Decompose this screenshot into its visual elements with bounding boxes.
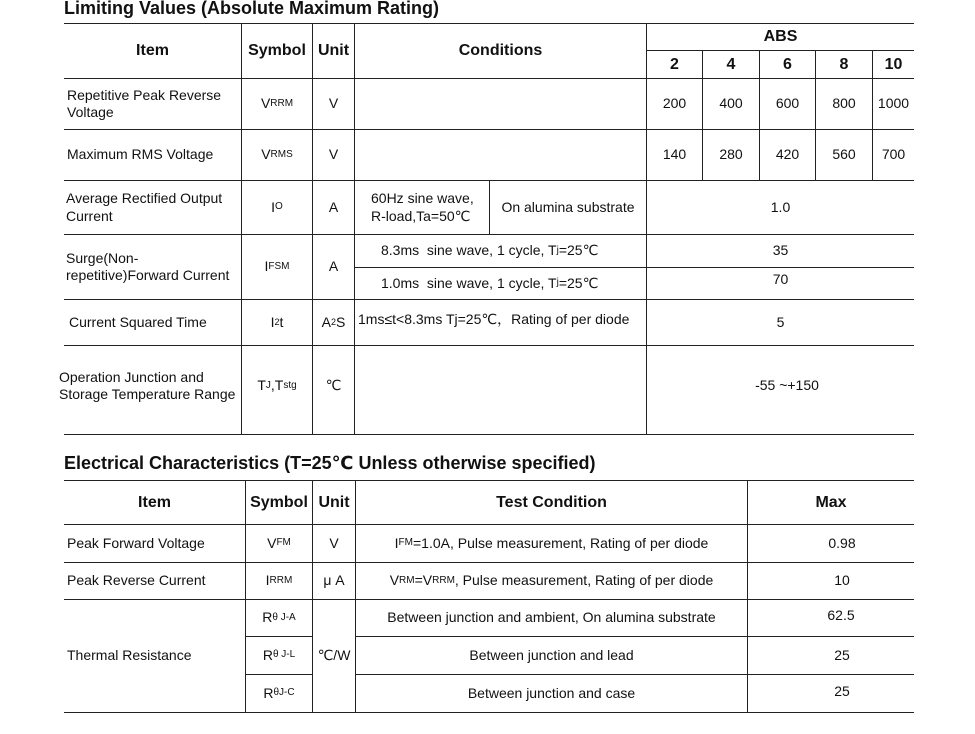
condition-io-a: 60Hz sine wave, R-load,Ta=50℃ bbox=[371, 190, 474, 224]
condition-rtheta-ja: Between junction and ambient, On alumina substrate bbox=[387, 609, 716, 626]
symbol-vrrm: V RRM bbox=[260, 95, 294, 112]
max-irrm: 10 bbox=[834, 572, 850, 589]
symbol-rtheta-jl: R θ J-L bbox=[262, 646, 296, 663]
symbol-ifsm: I FSM bbox=[264, 258, 290, 275]
header2-item: Item bbox=[138, 493, 171, 511]
header-conditions: Conditions bbox=[458, 41, 543, 59]
max-rtheta-jl: 25 bbox=[834, 646, 850, 663]
section2-title: Electrical Characteristics (T=25℃ Unless otherwise specified) bbox=[64, 453, 596, 473]
value-cell: 600 bbox=[775, 95, 800, 112]
unit-irrm: μ A bbox=[323, 572, 345, 589]
row-item-i2t: Current Squared Time bbox=[69, 313, 207, 330]
symbol-irrm: I RRM bbox=[265, 572, 293, 589]
value-cell: 700 bbox=[881, 146, 906, 163]
unit-vrrm: V bbox=[328, 95, 339, 112]
row-item-vrrm: Repetitive Peak Reverse Voltage bbox=[67, 86, 222, 120]
unit-ifsm: A bbox=[328, 258, 339, 275]
value-cell: 140 bbox=[662, 146, 687, 163]
unit-thermal: ℃/W bbox=[317, 647, 351, 664]
condition-ifsm-1: 8.3ms sine wave, 1 cycle, T j =25℃ bbox=[381, 242, 599, 259]
condition-ifsm-2: 1.0ms sine wave, 1 cycle, T j =25℃ bbox=[381, 274, 599, 291]
abs-col-6: 6 bbox=[783, 55, 792, 73]
condition-rtheta-jc: Between junction and case bbox=[467, 684, 636, 701]
value-cell: 200 bbox=[662, 95, 687, 112]
table2-bottom-border bbox=[64, 712, 914, 713]
max-rtheta-jc: 25 bbox=[834, 682, 850, 699]
header-abs: ABS bbox=[763, 28, 798, 45]
header2-max: Max bbox=[815, 493, 847, 511]
row-item-irrm: Peak Reverse Current bbox=[67, 572, 206, 589]
row-item-io: Average Rectified Output Current bbox=[66, 190, 223, 224]
header2-test-condition: Test Condition bbox=[496, 493, 607, 511]
condition-rtheta-jl: Between junction and lead bbox=[469, 646, 634, 663]
header2-symbol: Symbol bbox=[250, 493, 308, 511]
value-io: 1.0 bbox=[770, 198, 791, 215]
symbol-i2t: I 2 t bbox=[270, 313, 284, 330]
header2-unit: Unit bbox=[318, 493, 350, 511]
value-cell: 1000 bbox=[877, 95, 910, 112]
symbol-io: I O bbox=[271, 198, 283, 215]
symbol-vfm: V FM bbox=[267, 534, 291, 551]
value-ifsm-1: 35 bbox=[772, 242, 789, 259]
unit-vrms: V bbox=[328, 146, 339, 163]
max-rtheta-ja: 62.5 bbox=[827, 607, 855, 624]
condition-io-b: On alumina substrate bbox=[501, 198, 635, 215]
symbol-temp: T J ,T stg bbox=[257, 377, 297, 394]
value-cell: 800 bbox=[832, 95, 856, 112]
header-unit: Unit bbox=[317, 41, 350, 59]
unit-vfm: V bbox=[329, 534, 339, 551]
column-divider bbox=[354, 23, 355, 434]
section1-title: Limiting Values (Absolute Maximum Rating) bbox=[64, 0, 440, 18]
row-item-vfm: Peak Forward Voltage bbox=[67, 534, 205, 551]
row-item-thermal: Thermal Resistance bbox=[67, 647, 192, 664]
unit-temp: ℃ bbox=[325, 377, 342, 394]
value-i2t: 5 bbox=[776, 313, 785, 330]
value-temp: -55 ~+150 bbox=[755, 377, 819, 394]
table1-bottom-border bbox=[64, 434, 914, 435]
symbol-rtheta-jc: R θJ-C bbox=[263, 684, 295, 701]
unit-io: A bbox=[328, 198, 339, 215]
abs-col-2: 2 bbox=[670, 55, 679, 73]
header-item: Item bbox=[136, 41, 169, 59]
abs-col-10: 10 bbox=[884, 55, 903, 73]
symbol-rtheta-ja: R θ J-A bbox=[262, 609, 296, 626]
row-item-temp: Operation Junction and Storage Temperature Range bbox=[59, 368, 236, 402]
value-cell: 420 bbox=[775, 146, 800, 163]
unit-i2t: A 2 S bbox=[321, 313, 346, 330]
value-ifsm-2: 70 bbox=[772, 271, 789, 288]
row-item-ifsm: Surge(Non-repetitive)Forward Current bbox=[66, 249, 230, 283]
header-symbol: Symbol bbox=[248, 41, 306, 59]
value-cell: 400 bbox=[719, 95, 743, 112]
symbol-vrms: V RMS bbox=[261, 146, 293, 163]
abs-col-4: 4 bbox=[726, 55, 736, 73]
value-cell: 560 bbox=[832, 146, 856, 163]
row-item-vrms: Maximum RMS Voltage bbox=[67, 146, 214, 163]
abs-col-8: 8 bbox=[839, 55, 849, 73]
max-vfm: 0.98 bbox=[828, 534, 856, 551]
value-cell: 280 bbox=[719, 146, 743, 163]
condition-vfm: I FM =1.0A, Pulse measurement, Rating of per diode bbox=[394, 534, 709, 551]
condition-irrm: V RM =V RRM , Pulse measurement, Rating of per diode bbox=[389, 572, 714, 589]
condition-i2t: 1ms≤t<8.3ms Tj=25℃，Rating of per diode bbox=[358, 311, 630, 328]
